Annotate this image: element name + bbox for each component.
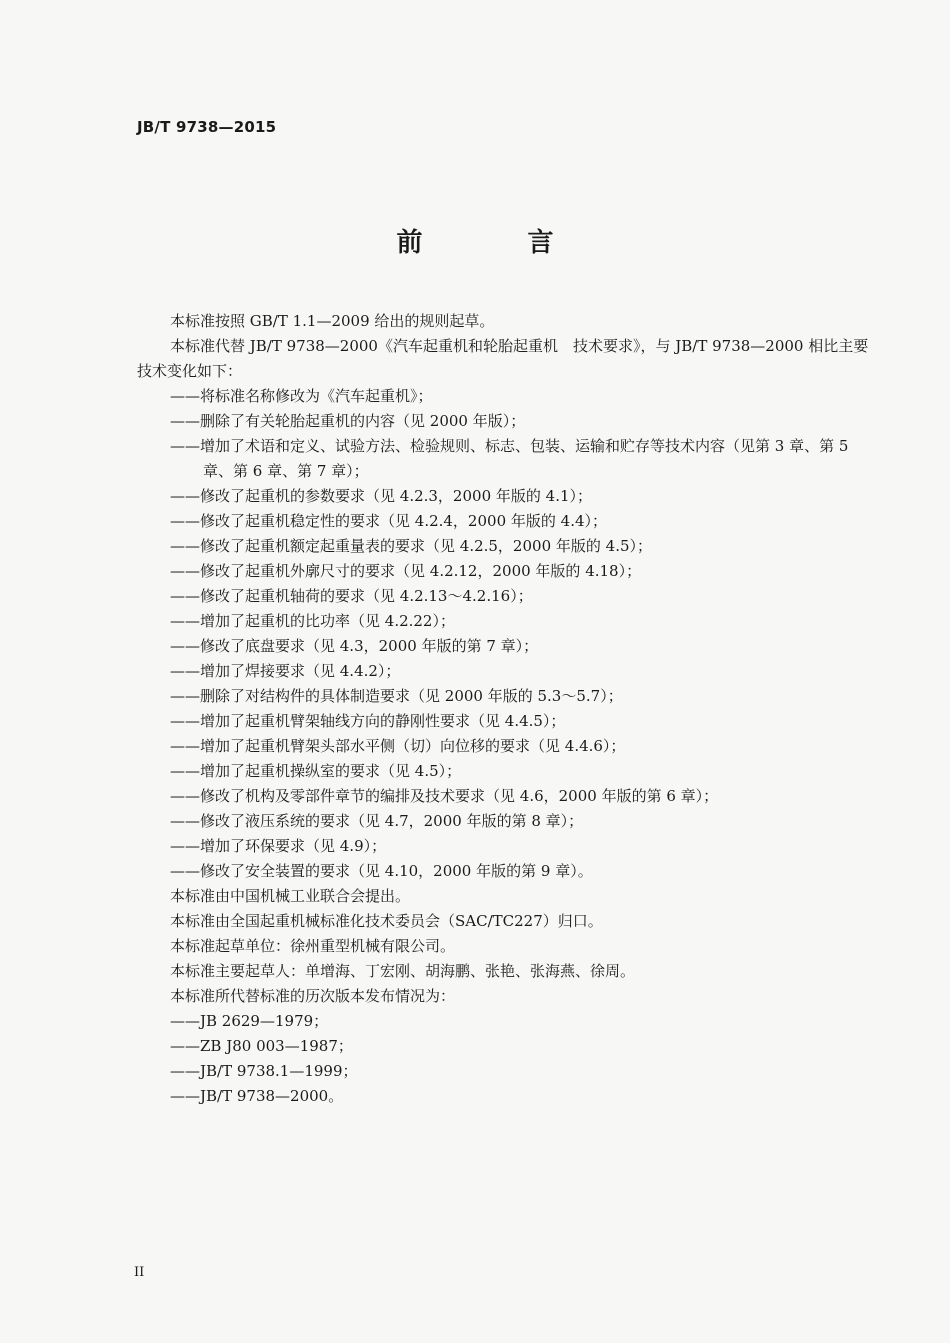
change-item: ——增加了起重机臂架头部水平侧（切）向位移的要求（见 4.4.6）； <box>170 737 626 755</box>
paragraph-drafting-unit: 本标准起草单位：徐州重型机械有限公司。 <box>170 937 456 955</box>
change-item: ——修改了起重机轴荷的要求（见 4.2.13～4.2.16）； <box>170 587 533 605</box>
history-item: ——JB/T 9738.1—1999； <box>170 1062 358 1080</box>
standard-code: JB/T 9738—2015 <box>137 118 277 136</box>
history-item: ——JB 2629—1979； <box>170 1012 329 1030</box>
change-item: ——增加了焊接要求（见 4.4.2）； <box>170 662 401 680</box>
change-item: ——增加了环保要求（见 4.9）； <box>170 837 387 855</box>
paragraph-drafting-rules: 本标准按照 GB/T 1.1—2009 给出的规则起草。 <box>170 312 495 330</box>
change-item: ——增加了起重机的比功率（见 4.2.22）； <box>170 612 455 630</box>
paragraph-committee: 本标准由全国起重机械标准化技术委员会（SAC/TC227）归口。 <box>170 912 603 930</box>
change-item: ——增加了起重机臂架轴线方向的静刚性要求（见 4.4.5）； <box>170 712 566 730</box>
change-item: ——修改了液压系统的要求（见 4.7，2000 年版的第 8 章）； <box>170 812 584 830</box>
document-body <box>137 309 882 1109</box>
change-item: ——修改了起重机稳定性的要求（见 4.2.4，2000 年版的 4.4）； <box>170 512 608 530</box>
history-item: ——ZB J80 003—1987； <box>170 1037 353 1055</box>
paragraph-history-intro: 本标准所代替标准的历次版本发布情况为： <box>170 987 456 1005</box>
change-item: ——修改了安全装置的要求（见 4.10，2000 年版的第 9 章）。 <box>170 862 593 880</box>
change-item: ——将标准名称修改为《汽车起重机》； <box>170 387 433 405</box>
change-item: ——修改了起重机额定起重量表的要求（见 4.2.5，2000 年版的 4.5）； <box>170 537 653 555</box>
page-number: II <box>134 1265 145 1280</box>
change-item: ——修改了机构及零部件章节的编排及技术要求（见 4.6，2000 年版的第 6 章）； <box>170 787 719 805</box>
change-item: ——删除了对结构件的具体制造要求（见 2000 年版的 5.3～5.7）； <box>170 687 623 705</box>
change-item: ——修改了起重机的参数要求（见 4.2.3，2000 年版的 4.1）； <box>170 487 593 505</box>
page-title: 前 言 <box>396 228 602 258</box>
history-item: ——JB/T 9738—2000。 <box>170 1087 344 1105</box>
paragraph-proposer: 本标准由中国机械工业联合会提出。 <box>170 887 411 905</box>
paragraph-replacement: 本标准代替 JB/T 9738—2000《汽车起重机和轮胎起重机 技术要求》，与 JB/T 9738—2000 相比主要技术变化如下： <box>137 337 869 380</box>
change-item: ——修改了底盘要求（见 4.3，2000 年版的第 7 章）； <box>170 637 539 655</box>
change-item: ——修改了起重机外廓尺寸的要求（见 4.2.12，2000 年版的 4.18）； <box>170 562 642 580</box>
paragraph-drafters: 本标准主要起草人：单增海、丁宏刚、胡海鹏、张艳、张海燕、徐周。 <box>170 962 636 980</box>
change-item: ——删除了有关轮胎起重机的内容（见 2000 年版）； <box>170 412 526 430</box>
change-item: ——增加了术语和定义、试验方法、检验规则、标志、包装、运输和贮存等技术内容（见第 3 章、第 5 章、第 6 章、第 7 章）； <box>170 437 849 480</box>
change-item: ——增加了起重机操纵室的要求（见 4.5）； <box>170 762 462 780</box>
